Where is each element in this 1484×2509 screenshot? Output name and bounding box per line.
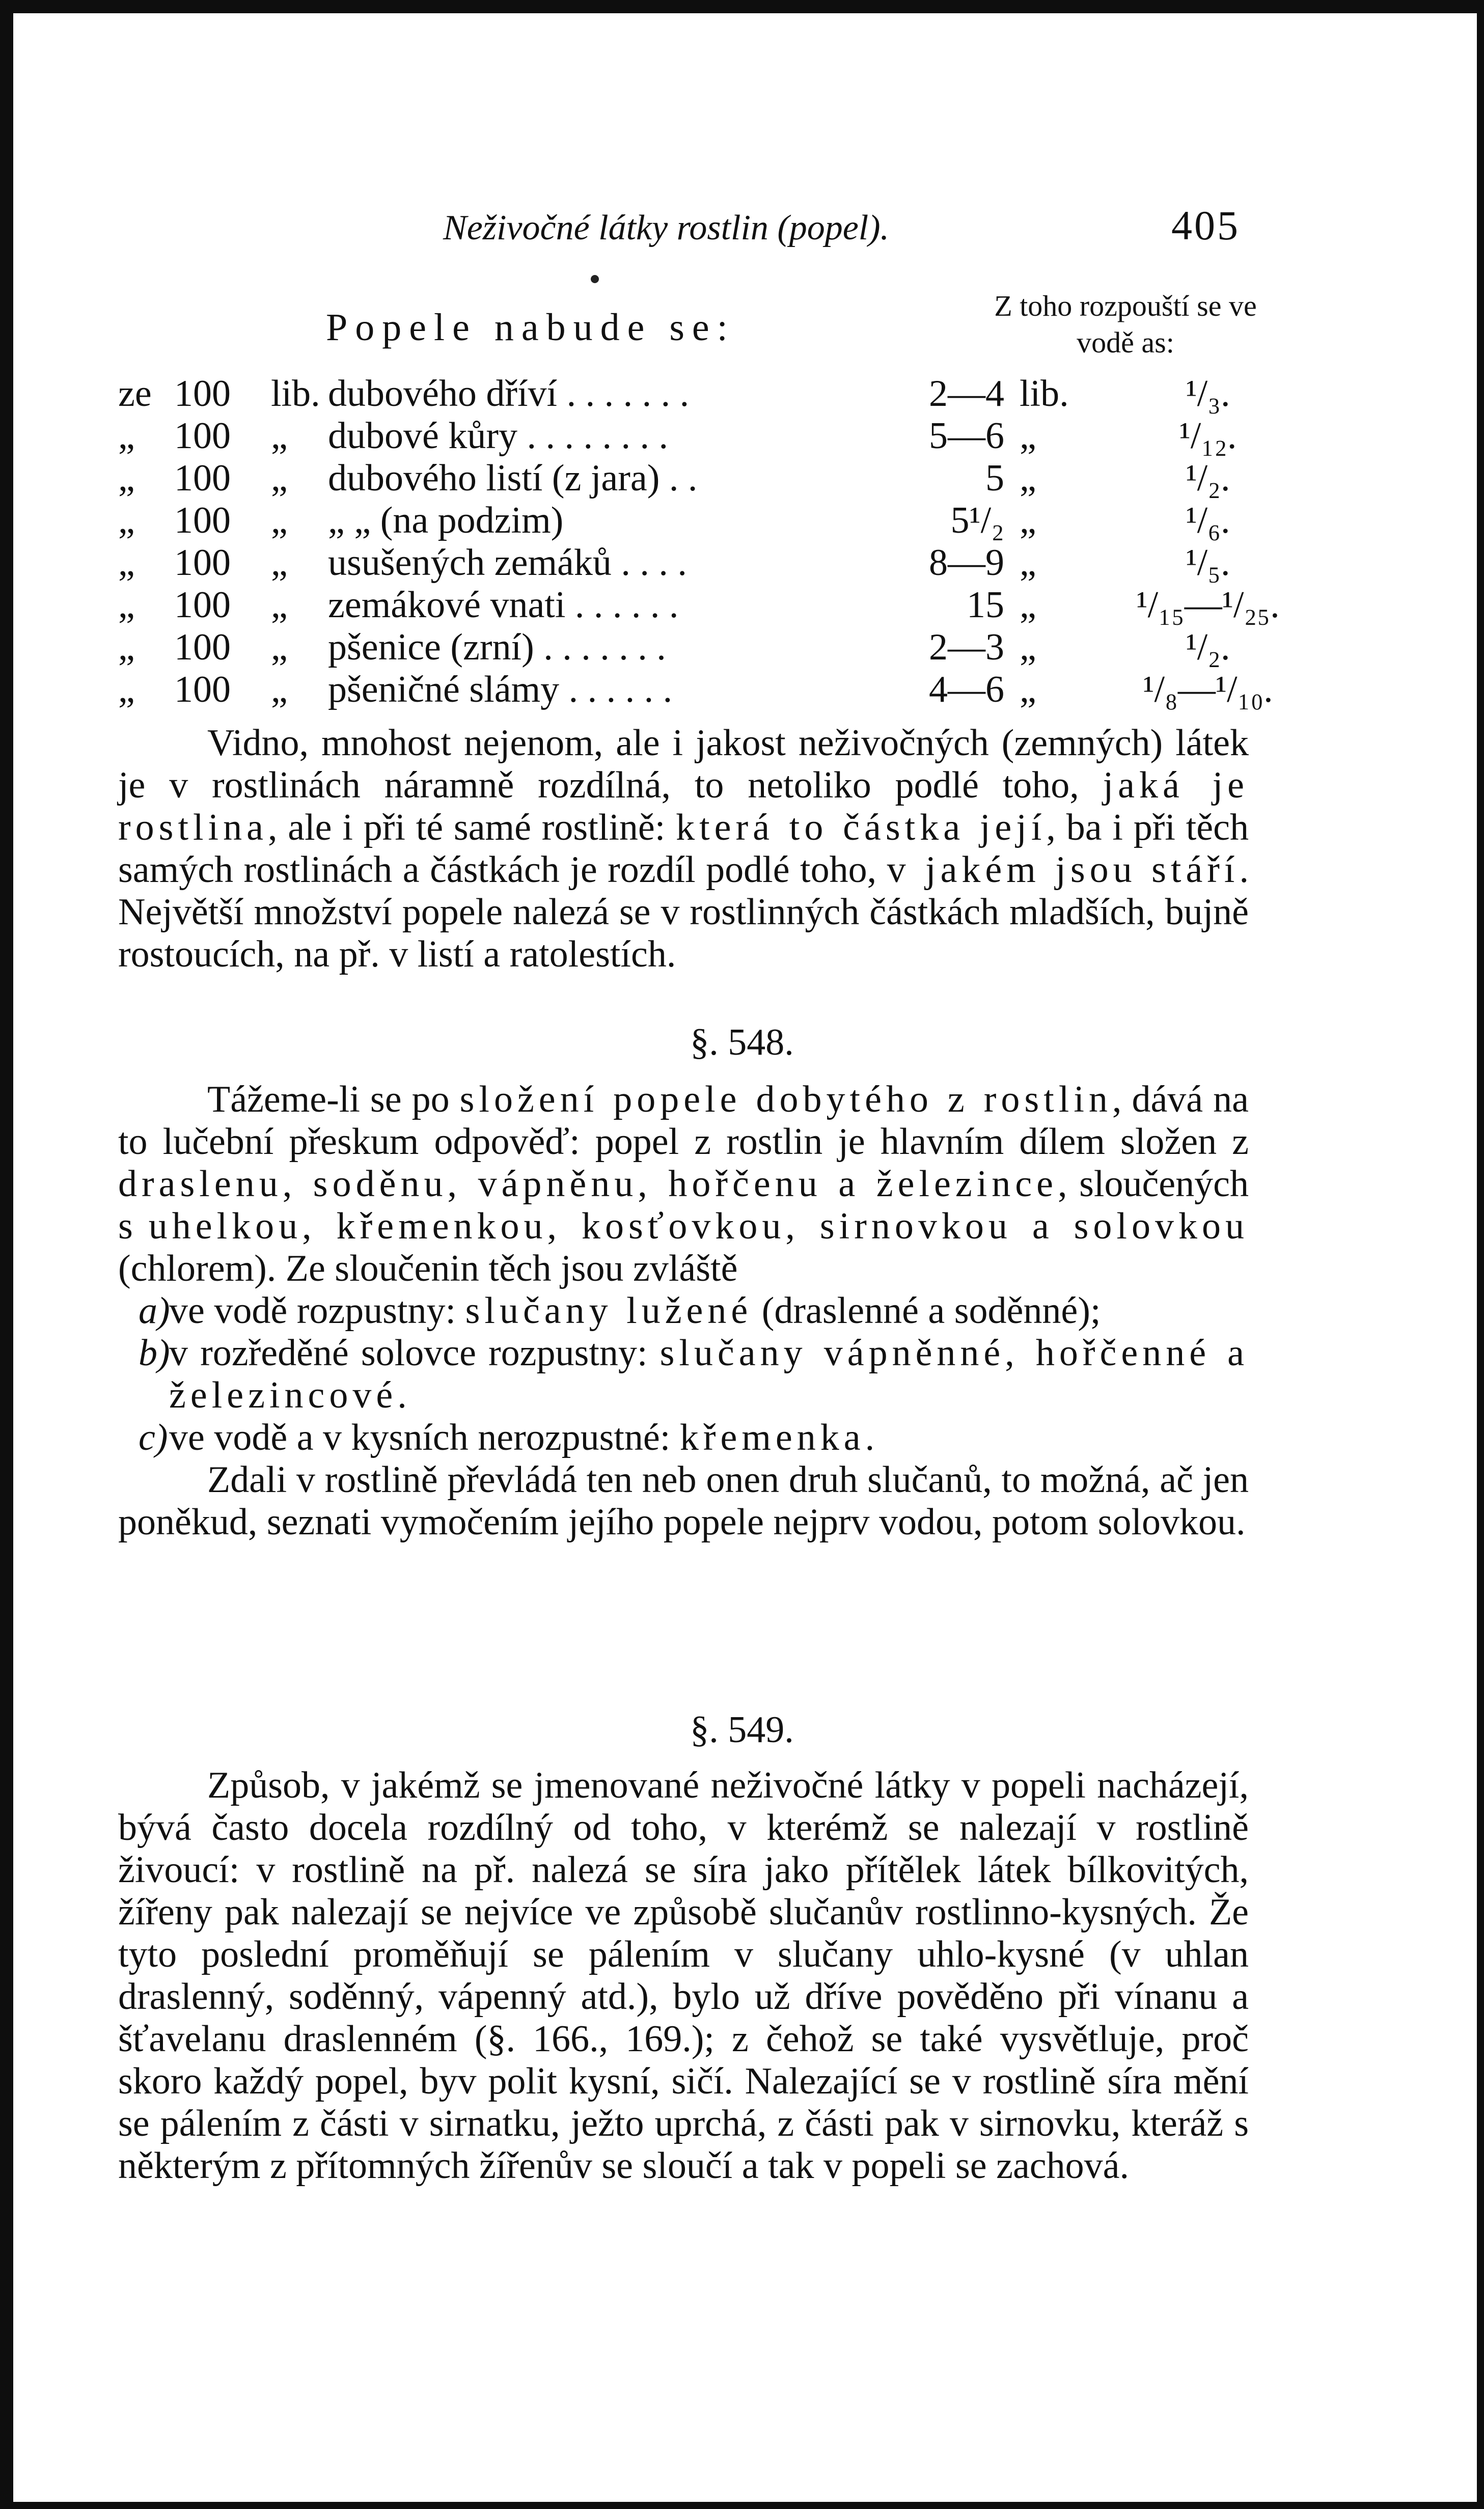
row-amount: 100: [174, 500, 231, 541]
row-prefix: „: [118, 584, 135, 626]
row-soluble-fraction: ¹/₆.: [1186, 500, 1230, 541]
table-row: [118, 457, 1269, 500]
row-material: usušených zemáků . . . .: [328, 542, 687, 584]
solubility-header: Z toho rozpouští se ve vodě as:: [994, 289, 1257, 359]
row-amount: 100: [174, 669, 231, 710]
table-row: [118, 669, 1273, 711]
row-unit: „: [271, 626, 288, 668]
row-soluble-fraction: ¹/₃.: [1186, 373, 1230, 415]
row-yield-unit: „: [1020, 542, 1036, 584]
row-material: pšenice (zrní) . . . . . . .: [328, 626, 666, 668]
row-yield: 8—9: [929, 542, 1004, 584]
row-yield-unit: „: [1020, 415, 1036, 457]
table-row: [118, 500, 1269, 542]
row-yield-unit: „: [1020, 584, 1036, 626]
row-yield: 5¹/₂: [950, 500, 1004, 541]
row-unit: „: [271, 415, 288, 457]
table-row: [118, 373, 1269, 415]
row-unit: „: [271, 542, 288, 584]
row-unit: „: [271, 457, 288, 499]
section-549-body: [118, 1764, 1249, 2187]
list-item-b: b) v rozředěné solovce rozpustny: slučany vápněnné, hořčenné a železincové.: [139, 1332, 1249, 1416]
row-prefix: „: [118, 415, 135, 457]
row-amount: 100: [174, 542, 231, 584]
row-soluble-fraction: ¹/₁₂.: [1179, 415, 1237, 457]
row-yield: 15: [967, 584, 1004, 626]
row-amount: 100: [174, 626, 231, 668]
row-soluble-fraction: ¹/₁₅—¹/₂₅.: [1136, 584, 1280, 626]
row-prefix: „: [118, 500, 135, 541]
row-yield-unit: „: [1020, 626, 1036, 668]
paragraph-ash-composition: Způsob, v jakémž se jmenované neživočné látky v popeli nacházejí, bývá často docela rozdílný od toho, v kterémž se nalezají v rostlině živoucí: v rostlině na př. nalezá se síra jako přítělek látek bílkovitých, žířeny pak nalezají se nejvíce ve způsobě slučanův rostlinno-kysných. Že tyto poslední proměňují se pálením v slučany uhlo-kysné (v uhlan draslenný, soděnný, vápenný atd.), bylo už dříve pověděno při vínanu a šťavelanu draslenném (§. 166., 169.); z čehož se také vysvětluje, proč skoro každý popel, byv polit kysní, sičí. Nalezající se v rostlině síra mění se pálením z části v sirnatku, ježto uprchá, z části pak v sirnovku, kteráž s některým z přítomných žířenův se sloučí a tak v popeli se zachová.: [118, 1764, 1249, 2187]
row-prefix: „: [118, 669, 135, 710]
row-amount: 100: [174, 415, 231, 457]
table-row: [118, 584, 1280, 626]
row-prefix: ze: [118, 373, 152, 415]
row-unit: „: [271, 500, 288, 541]
row-soluble-fraction: ¹/₅.: [1186, 542, 1230, 584]
row-material: dubového listí (z jara) . .: [328, 457, 698, 499]
list-item-c: c) ve vodě a v kysních nerozpustné: křemenka.: [139, 1417, 875, 1458]
paragraph-salt-prevalence: Zdali v rostlině převládá ten neb onen druh slučanů, to možná, ač jen poněkud, seznati vymočením jejího popele nejprv vodou, potom solovkou.: [118, 1459, 1249, 1543]
row-yield: 5—6: [929, 415, 1004, 457]
row-unit: „: [271, 669, 288, 710]
table-row: [118, 542, 1269, 584]
section-548-heading: §. 548.: [690, 1022, 794, 1063]
row-amount: 100: [174, 457, 231, 499]
page-number: 405: [1171, 202, 1240, 249]
row-material: pšeničné slámy . . . . . .: [328, 669, 673, 710]
table-row: [118, 415, 1269, 457]
paragraph-variability: Vidno, mnohost nejenom, ale i jakost neživočných (zemných) látek je v rostlinách náramně rozdílná, to netoliko podlé toho, jaká je rostlina, ale i při té samé rostlině: která to částka její, ba i při těch samých rostlinách a částkách je rozdíl podlé toho, v jakém jsou stáří. Největší množství popele nalezá se v rostlinných částkách mladších, bujně rostoucích, na př. v listí a ratolestích.: [118, 722, 1249, 975]
ash-table-title: Popele nabude se:: [326, 306, 735, 349]
section-549-heading: §. 549.: [690, 1709, 794, 1751]
list-item-a: a) ve vodě rozpustny: slučany lužené (draslenné a soděnné);: [139, 1290, 1101, 1332]
row-yield-unit: lib.: [1020, 373, 1069, 415]
row-yield: 2—4: [929, 373, 1004, 415]
row-material: „ „ (na podzim): [328, 500, 564, 541]
running-title: Neživočné látky rostlin (popel).: [443, 208, 890, 247]
row-soluble-fraction: ¹/₈—¹/₁₀.: [1143, 669, 1273, 710]
row-yield: 5: [985, 457, 1004, 499]
row-yield-unit: „: [1020, 500, 1036, 541]
row-yield: 2—3: [929, 626, 1004, 668]
row-soluble-fraction: ¹/₂.: [1186, 457, 1230, 499]
row-prefix: „: [118, 626, 135, 668]
row-amount: 100: [174, 584, 231, 626]
row-material: dubové kůry . . . . . . . .: [328, 415, 668, 457]
table-row: [118, 626, 1269, 669]
row-amount: 100: [174, 373, 231, 415]
row-prefix: „: [118, 457, 135, 499]
row-soluble-fraction: ¹/₂.: [1186, 626, 1230, 668]
row-yield: 4—6: [929, 669, 1004, 710]
ash-yield-table: [118, 373, 1280, 711]
section-548-body: Tážeme-li se po složení popele dobytého z rostlin, dává na to lučební přeskum odpověď: popel z rostlin je hlavním dílem složen z draslenu, soděnu, vápněnu, hořčenu a železince, sloučených s uhelkou, křemenkou, kosťovkou, sirnovkou a solovkou (chlorem). Ze sloučenin těch jsou zvláště a) ve vodě rozpustny: slučany lužené (draslenné a soděnné); b) v rozředěné solovce rozpustny: slučany vápněnné, hořčenné a železincové. c) ve vodě a v kysních nerozpustné: křemenka. Zdali v rostlině převládá ten neb onen druh slučanů, to možná, ač jen poněkud, seznati vymočením jejího popele nejprv vodou, potom solovkou.: [118, 1079, 1249, 1543]
print-dot: [591, 275, 599, 283]
page-header: [0, 202, 1484, 258]
row-prefix: „: [118, 542, 135, 584]
row-unit: „: [271, 584, 288, 626]
row-unit: lib.: [271, 373, 320, 415]
row-yield-unit: „: [1020, 669, 1036, 710]
row-material: zemákové vnati . . . . . .: [328, 584, 679, 626]
row-yield-unit: „: [1020, 457, 1036, 499]
row-material: dubového dříví . . . . . . .: [328, 373, 690, 415]
